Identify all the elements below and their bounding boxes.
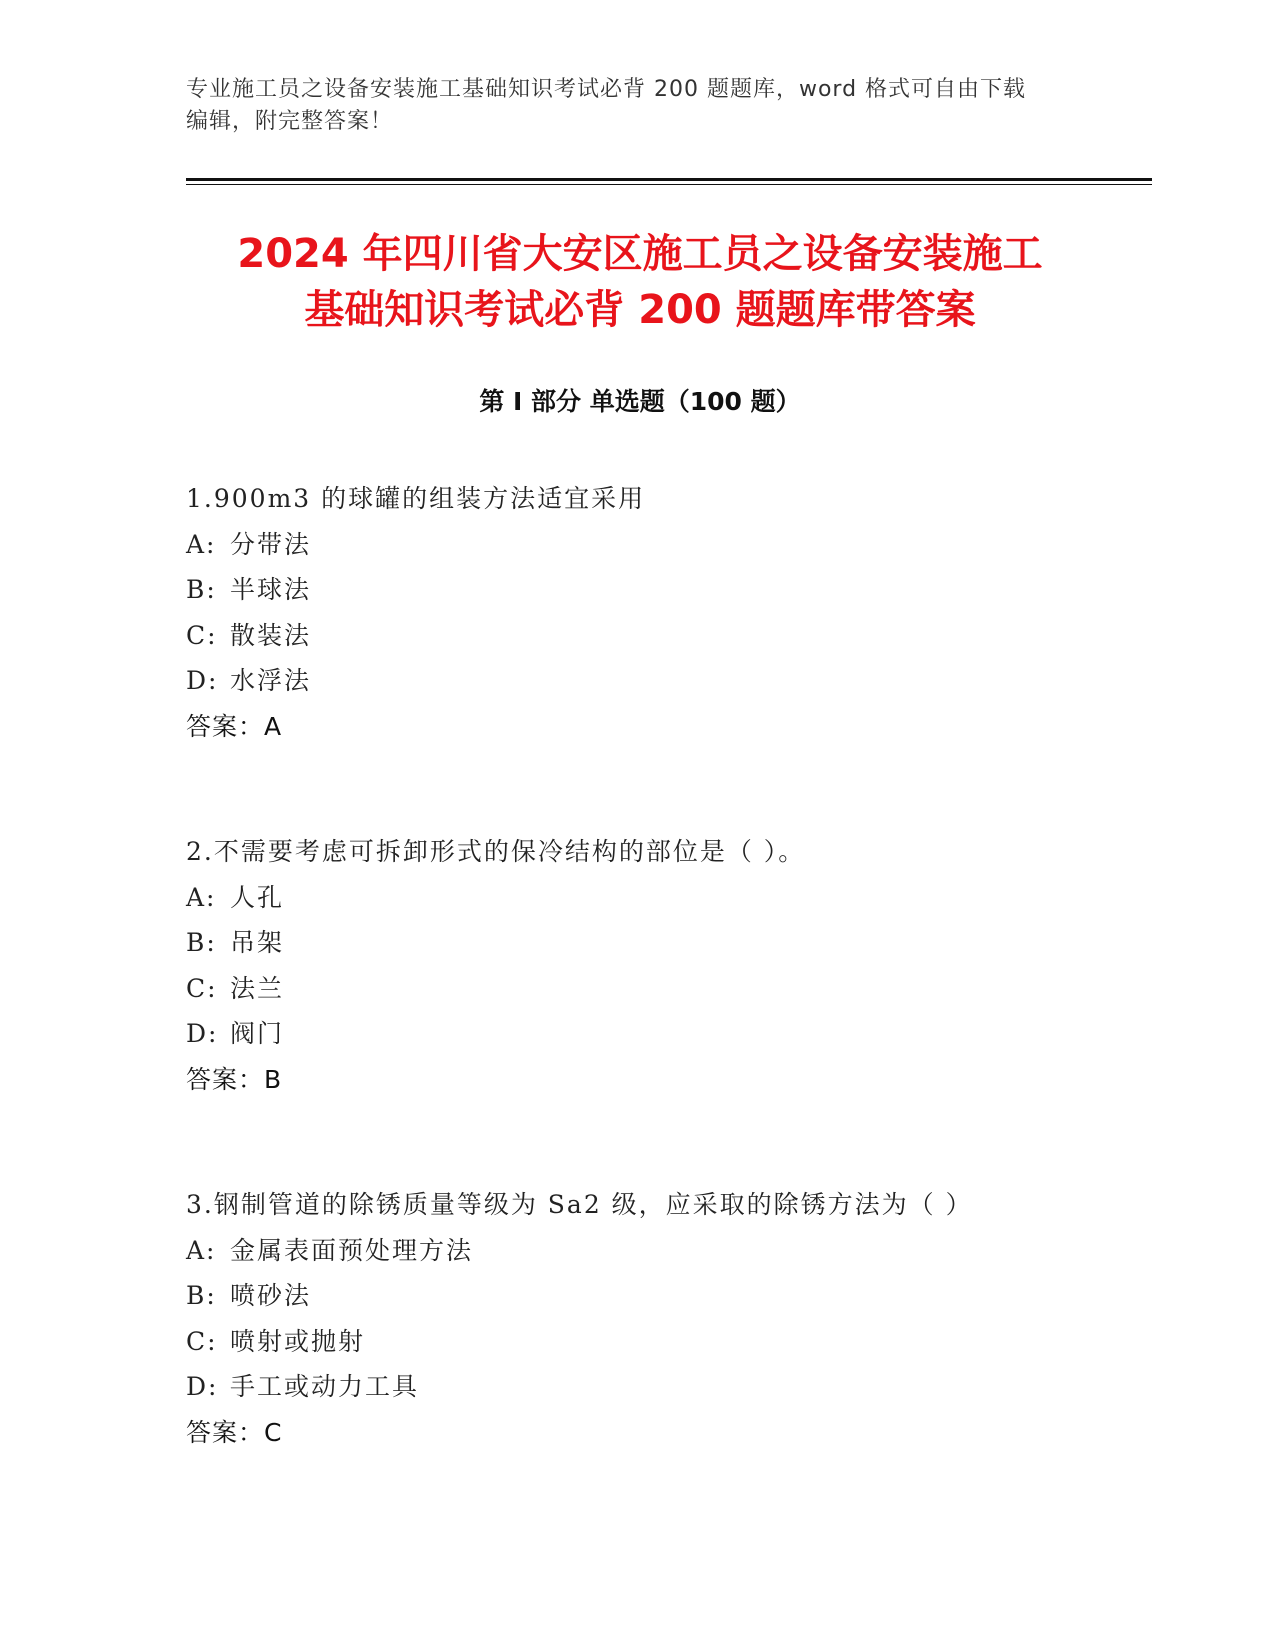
option-letter: B: <box>186 575 217 604</box>
option-letter: C: <box>186 620 218 650</box>
option-text: 人孔 <box>230 882 285 912</box>
option-text: 阀门 <box>230 1019 285 1048</box>
option-text: 吊架 <box>230 928 285 957</box>
answer-line: 答案：B <box>186 1064 283 1094</box>
option-text: 水浮法 <box>230 666 312 695</box>
question-stem: 3.钢制管道的除锈质量等级为 Sa2 级，应采取的除锈方法为（ ） <box>186 1190 973 1219</box>
question-3 <box>186 1182 1136 1455</box>
option-text: 手工或动力工具 <box>230 1372 420 1401</box>
option-c <box>186 613 1136 659</box>
document-title-line1: 2024 年四川省大安区施工员之设备安装施工 <box>237 231 1043 277</box>
option-letter: B: <box>186 928 217 957</box>
option-text: 半球法 <box>230 575 312 604</box>
document-title-line2: 基础知识考试必背 200 题题库带答案 <box>304 287 976 333</box>
option-letter: B: <box>186 1281 217 1310</box>
section-heading: 第 I 部分 单选题（100 题） <box>479 387 801 416</box>
option-text: 金属表面预处理方法 <box>230 1235 474 1265</box>
header-divider-thick <box>186 178 1152 181</box>
option-text: 法兰 <box>230 973 285 1003</box>
option-text: 喷砂法 <box>230 1281 312 1310</box>
option-a <box>186 1228 1136 1274</box>
option-d <box>186 1364 1136 1410</box>
option-c <box>186 1319 1136 1365</box>
option-b <box>186 920 1136 966</box>
question-1 <box>186 476 1136 749</box>
option-letter: A: <box>186 1235 217 1265</box>
answer-line: 答案：C <box>186 1417 283 1447</box>
option-letter: A: <box>186 882 217 912</box>
question-stem: 2.不需要考虑可拆卸形式的保冷结构的部位是（ ）。 <box>186 837 806 866</box>
header-note-line1: 专业施工员之设备安装施工基础知识考试必背 200 题题库，word 格式可自由下载 <box>186 77 1027 102</box>
option-letter: C: <box>186 1326 218 1356</box>
option-text: 分带法 <box>230 529 312 559</box>
option-text: 散装法 <box>230 620 312 650</box>
option-letter: D: <box>186 1019 219 1048</box>
option-c <box>186 966 1136 1012</box>
header-note <box>186 74 1086 138</box>
header-divider-thin <box>186 184 1152 185</box>
question-list <box>186 476 1136 1535</box>
option-a <box>186 522 1136 568</box>
option-b <box>186 567 1136 613</box>
option-letter: C: <box>186 973 218 1003</box>
answer-line: 答案：A <box>186 711 283 741</box>
option-a <box>186 875 1136 921</box>
option-letter: D: <box>186 666 219 695</box>
document-title <box>100 226 1180 338</box>
question-2 <box>186 829 1136 1102</box>
option-d <box>186 658 1136 704</box>
option-d <box>186 1011 1136 1057</box>
question-stem: 1.900m3 的球罐的组装方法适宜采用 <box>186 484 646 513</box>
header-note-line2: 编辑，附完整答案！ <box>186 109 394 134</box>
option-letter: A: <box>186 529 217 559</box>
option-b <box>186 1273 1136 1319</box>
option-text: 喷射或抛射 <box>230 1326 366 1356</box>
option-letter: D: <box>186 1372 219 1401</box>
